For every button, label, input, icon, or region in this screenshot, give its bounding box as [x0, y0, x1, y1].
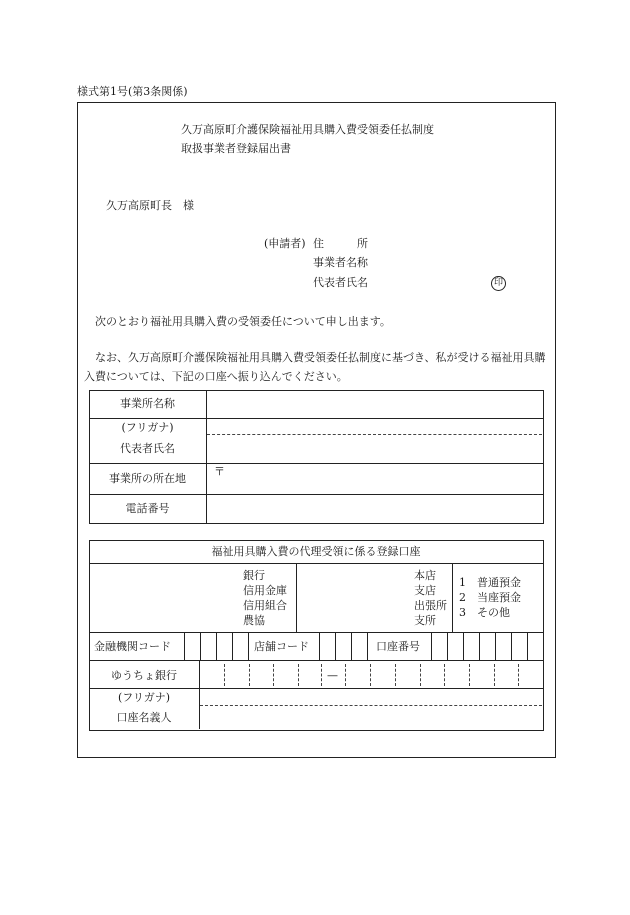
- account-type-other[interactable]: 3 その他: [459, 606, 510, 619]
- phone-label: 電話番号: [125, 502, 170, 515]
- request-paragraph: なお、久万高原町介護保険福祉用具購入費受領委任払制度に基づき、私が受ける福祉用具購入費については、下記の口座へ振り込んでください。: [84, 351, 546, 383]
- institution-type-shinkin: 信用金庫: [243, 584, 287, 597]
- office-location-label: 事業所の所在地: [109, 472, 186, 485]
- institution-type-kumiai: 信用組合: [243, 599, 287, 612]
- office-location-field[interactable]: [226, 464, 541, 493]
- branch-type-office: 支所: [414, 614, 436, 627]
- form-title-line2: 取扱事業者登録届出書: [181, 142, 291, 155]
- representative-name-field[interactable]: [207, 436, 541, 462]
- bank-table-heading: 福祉用具購入費の代理受領に係る登録口座: [211, 545, 421, 558]
- applicant-address-label: 住 所: [313, 237, 368, 250]
- phone-field[interactable]: [207, 495, 541, 521]
- branch-code-label: 店舗コード: [254, 640, 309, 653]
- account-number-field[interactable]: [432, 633, 541, 659]
- seal-mark: 印: [491, 276, 506, 291]
- representative-label: 代表者氏名: [120, 442, 175, 455]
- applicant-representative-label: 代表者氏名: [313, 276, 368, 289]
- yucho-label: ゆうちょ銀行: [111, 669, 177, 682]
- yucho-account-field[interactable]: [200, 661, 541, 687]
- form-title-line1: 久万高原町介護保険福祉用具購入費受領委任払制度: [181, 123, 434, 136]
- form-number: 様式第1号(第3条関係): [77, 85, 188, 98]
- account-number-label: 口座番号: [376, 640, 420, 653]
- office-name-label: 事業所名称: [120, 397, 175, 410]
- applicant-prefix: (申請者): [264, 237, 306, 250]
- branch-type-sub-branch: 出張所: [414, 599, 447, 612]
- account-holder-furigana-field[interactable]: [200, 689, 541, 704]
- financial-code-field[interactable]: [185, 633, 247, 659]
- branch-type-head-office: 本店: [414, 569, 436, 582]
- addressee: 久万高原町長 様: [106, 199, 194, 212]
- branch-code-field[interactable]: [320, 633, 366, 659]
- branch-type-branch: 支店: [414, 584, 436, 597]
- statement: 次のとおり福祉用具購入費の受領委任について申し出ます。: [95, 315, 391, 328]
- yucho-dash: —: [327, 669, 338, 682]
- account-holder-name-field[interactable]: [200, 707, 541, 728]
- institution-type-bank: 銀行: [243, 569, 265, 582]
- account-type-current[interactable]: 2 当座預金: [459, 591, 521, 604]
- account-type-ordinary[interactable]: 1 普通預金: [459, 576, 521, 589]
- postal-mark: 〒: [214, 465, 225, 478]
- account-holder-furigana-label: (フリガナ): [117, 691, 171, 704]
- financial-code-label: 金融機関コード: [94, 640, 171, 653]
- office-name-field[interactable]: [207, 391, 541, 417]
- account-holder-label: 口座名義人: [116, 711, 172, 724]
- furigana-label: (フリガナ): [121, 421, 174, 434]
- institution-type-nokyo: 農協: [243, 614, 265, 627]
- representative-furigana-field[interactable]: [207, 419, 541, 433]
- applicant-business-name-label: 事業者名称: [313, 256, 368, 269]
